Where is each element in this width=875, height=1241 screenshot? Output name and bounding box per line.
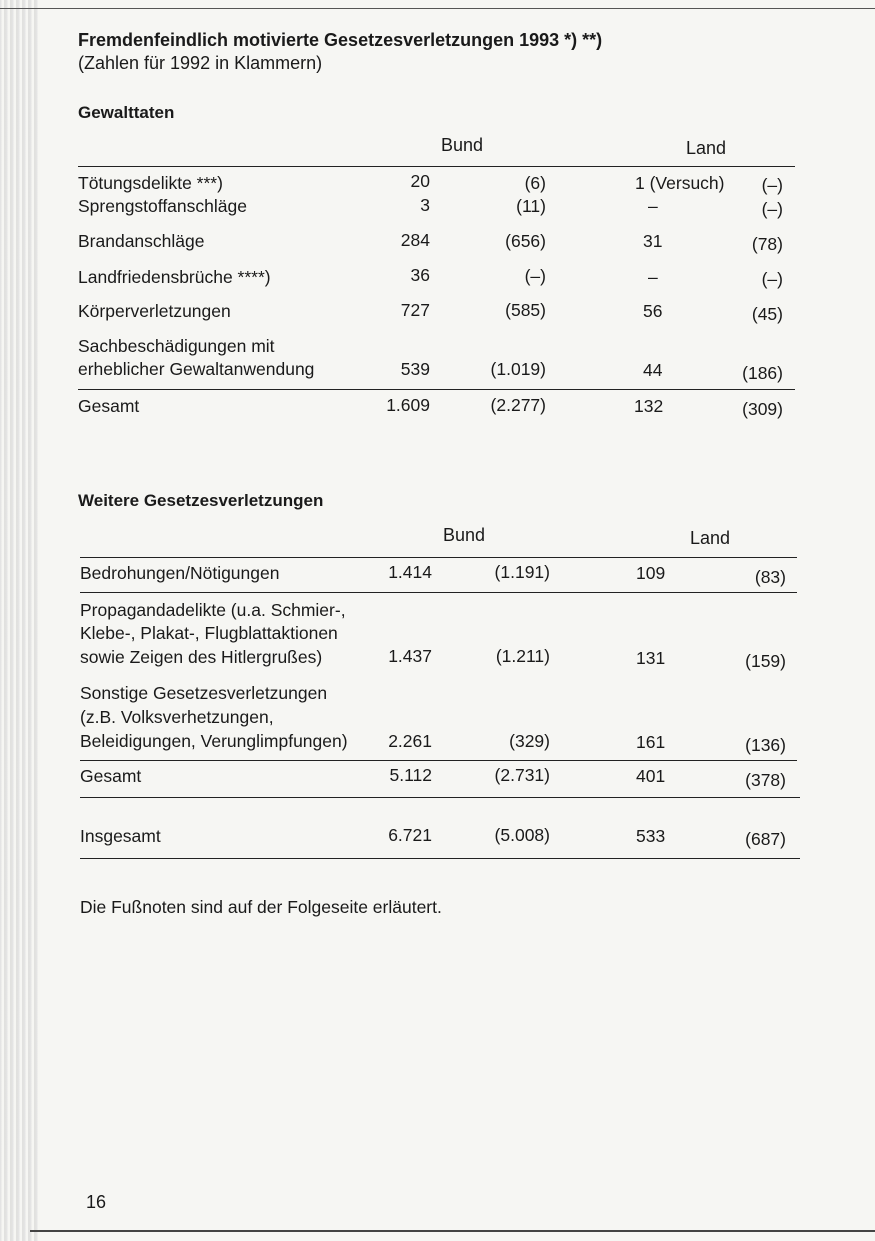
- cell-land: 31: [643, 231, 663, 251]
- cell-land: 56: [643, 301, 663, 321]
- cell-bund: 20: [410, 171, 430, 191]
- grand-total-land-prev: (687): [745, 829, 786, 849]
- cell-land-prev: (186): [742, 363, 783, 383]
- total-bund: 1.609: [386, 395, 430, 415]
- row-label-cont: erheblicher Gewaltanwendung: [78, 359, 315, 379]
- section-heading-gewalttaten: Gewalttaten: [78, 103, 175, 122]
- cell-land: 131: [636, 648, 666, 668]
- row-label: Körperverletzungen: [78, 301, 231, 321]
- row-label-cont: sowie Zeigen des Hitlergrußes): [80, 647, 323, 667]
- row-label: Tötungsdelikte ***): [78, 173, 223, 193]
- total-land: 401: [636, 766, 666, 786]
- table-rule: [80, 797, 800, 798]
- total-label: Gesamt: [80, 766, 142, 786]
- cell-land: 1 (Versuch): [635, 173, 725, 193]
- row-label-cont: Beleidigungen, Verunglimpfungen): [80, 731, 348, 751]
- grand-total-bund: 6.721: [388, 825, 432, 845]
- cell-bund: 2.261: [388, 731, 432, 751]
- cell-bund: 539: [400, 359, 430, 379]
- row-label-cont: (z.B. Volksverhetzungen,: [80, 707, 274, 727]
- table-rule: [78, 389, 795, 390]
- document-title: Fremdenfeindlich motivierte Gesetzesverletzungen 1993 *) **): [78, 30, 603, 50]
- cell-bund-prev: (585): [505, 300, 546, 320]
- cell-bund: 284: [400, 230, 430, 250]
- cell-bund-prev: (656): [505, 231, 546, 251]
- column-header-bund: Bund: [443, 525, 486, 545]
- cell-bund-prev: (6): [524, 173, 546, 193]
- cell-land: 109: [636, 563, 666, 583]
- cell-land-prev: (–): [761, 269, 783, 289]
- total-label: Gesamt: [78, 396, 140, 416]
- document-subtitle: (Zahlen für 1992 in Klammern): [78, 53, 323, 73]
- cell-bund: 3: [420, 195, 430, 215]
- row-label: Sachbeschädigungen mit: [78, 336, 275, 356]
- cell-bund: 1.437: [388, 646, 432, 666]
- table-rule: [80, 557, 797, 558]
- grand-total-land: 533: [636, 826, 666, 846]
- total-land-prev: (309): [742, 399, 783, 419]
- total-land-prev: (378): [745, 770, 786, 790]
- row-label-cont: Klebe-, Plakat-, Flugblattaktionen: [80, 623, 338, 643]
- total-bund-prev: (2.277): [490, 395, 546, 415]
- cell-land: 44: [643, 360, 663, 380]
- cell-bund-prev: (1.211): [495, 646, 550, 666]
- row-label: Sprengstoffanschläge: [78, 196, 247, 216]
- footnote-text: Die Fußnoten sind auf der Folgeseite erläutert.: [80, 897, 442, 917]
- page-bottom-edge: [30, 1230, 875, 1232]
- grand-total-label: Insgesamt: [80, 826, 161, 846]
- cell-bund-prev: (11): [516, 196, 546, 216]
- total-bund-prev: (2.731): [494, 765, 550, 785]
- row-label: Bedrohungen/Nötigungen: [80, 563, 280, 583]
- table-rule: [80, 760, 797, 761]
- table-rule: [80, 592, 797, 593]
- cell-land-prev: (45): [751, 304, 783, 324]
- grand-total-bund-prev: (5.008): [494, 825, 550, 845]
- cell-land-prev: (–): [761, 175, 783, 195]
- cell-bund-prev: (–): [524, 266, 546, 286]
- table-rule: [80, 858, 800, 859]
- cell-land-prev: (78): [751, 234, 783, 254]
- cell-land-prev: (159): [745, 651, 786, 671]
- row-label: Sonstige Gesetzesverletzungen: [80, 683, 328, 703]
- row-label: Brandanschläge: [78, 231, 205, 251]
- column-header-land: Land: [690, 528, 731, 548]
- cell-land: –: [648, 267, 658, 287]
- column-header-land: Land: [686, 138, 727, 158]
- cell-bund-prev: (1.191): [494, 562, 550, 582]
- cell-bund: 727: [400, 300, 430, 320]
- cell-land: 161: [636, 732, 666, 752]
- cell-land-prev: (136): [745, 735, 786, 755]
- total-land: 132: [634, 396, 664, 416]
- cell-land-prev: (83): [754, 567, 786, 587]
- total-bund: 5.112: [389, 765, 432, 785]
- cell-bund: 1.414: [388, 562, 432, 582]
- cell-bund-prev: (1.019): [490, 359, 546, 379]
- row-label: Landfriedensbrüche ****): [78, 267, 271, 287]
- page-number: 16: [86, 1192, 107, 1212]
- cell-land: –: [648, 196, 658, 216]
- section-heading-weitere: Weitere Gesetzesverletzungen: [78, 491, 324, 510]
- column-header-bund: Bund: [441, 135, 484, 155]
- cell-bund-prev: (329): [509, 731, 550, 751]
- cell-bund: 36: [410, 265, 430, 285]
- table-rule: [78, 166, 795, 167]
- row-label: Propagandadelikte (u.a. Schmier-,: [80, 600, 346, 620]
- cell-land-prev: (–): [761, 199, 783, 219]
